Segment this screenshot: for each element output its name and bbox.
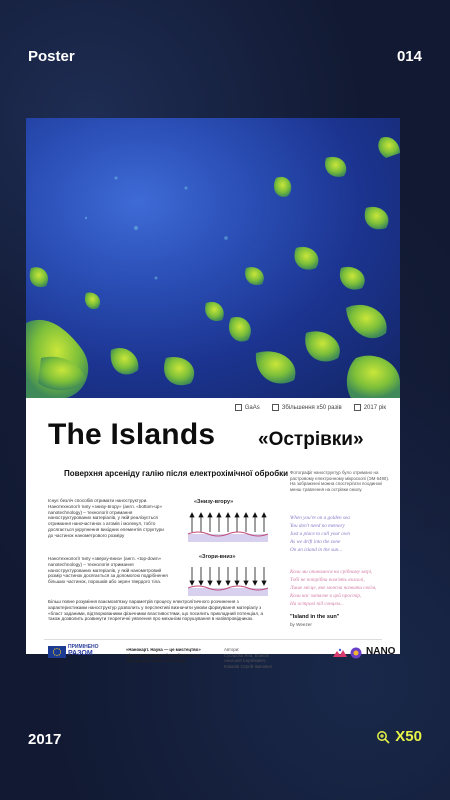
meta-magnification: Збільшення x50 разів (272, 404, 342, 411)
brand-logo: NANO (366, 646, 396, 657)
meta-year: 2017 рік (354, 404, 386, 411)
diagram-top-down-label: «Згори-вниз» (199, 554, 236, 560)
subtitle: Поверхня арсеніду галію після електрохімічної обробки (64, 469, 289, 478)
calendar-icon (354, 404, 361, 411)
project-text: «Нанокарт. Наука — це мистецтво» Підтримує Європейський Союз за програмою House of Europe (126, 647, 201, 663)
eu-flag-icon (48, 646, 66, 658)
partner-badge-icon (350, 647, 362, 659)
authors-block: Автори: Сусарова Яна, Бойков Анатолій Сергійович, Ковалів Сергій Іванович (224, 647, 272, 669)
side-note: Фотографії наноструктур було отримано на растровому електронному мікроскопі (ЭМ 6490). На зображенні можна спостерігати поодинокі менш травлення на острівки смолу. (290, 470, 390, 492)
footer-divider (44, 639, 382, 640)
poem-ukrainian: Коли ми опинимося на срібному морі, Тобі не потрібна пам'ять взагалі, Лише місце, яке можна назвати своїм, Коли нас затягне в цей простір, На острові під сонцем... (290, 569, 377, 607)
meta-material: GaAs (235, 404, 260, 411)
zoom-in-icon (376, 730, 390, 744)
top-down-diagram (186, 564, 270, 600)
diagram-bottom-up-label: «Знизу-вгору» (194, 499, 234, 505)
poster-number: 014 (396, 48, 422, 65)
poem-title: "Island in the sun" (290, 614, 340, 620)
poster-year: 2017 (28, 731, 62, 748)
magnify-icon (272, 404, 279, 411)
paragraph-top-down: Нанотехнології типу «зверху-вниз» (англ. «top-down» nanotechnology) – технологія отримання наноструктурованих матеріалів, у якій нанометровий розмір частинок досягається за допомогою подрібнення більших частинок, порошків або зерен твердого тіла. (48, 556, 168, 585)
zoom-indicator[interactable] (376, 728, 422, 745)
bottom-up-diagram (186, 510, 270, 546)
meta-row (235, 404, 386, 411)
material-icon (235, 404, 242, 411)
paragraph-summary: Більш повне розуміння взаємозв'язку параметрів процесу електролітичного розчинення з характеристиками наноструктур дозволить у перспективі визначити умови формування матеріалу з «бласт заданими, відтворюваними фізичними властивостями, що посилить прикладний потенціал, а також дозволить розвинути теоретичні уявлення про механізм порушування в напівпровідниках. (48, 599, 264, 622)
partner-logo-icon (332, 648, 348, 658)
paragraph-bottom-up: Існує безліч способів отримати наноструктури. Нанотехнології типу «знизу-вгору» (англ. «bottom-up» nanotechnology) – технології отримання наноструктурованих матеріалів, у якій реалізується отримання наночастинок з атомів і молекул, тобто досягається укрупнення вихідних елементів структури до частинок нанометрового розміру (48, 498, 164, 538)
title-english: The Islands (48, 418, 216, 451)
zoom-label: X50 (395, 728, 422, 745)
title-ukrainian: «Острівки» (258, 429, 364, 450)
poster-label: Poster (28, 48, 75, 65)
poem-author: by Weezer (290, 622, 312, 627)
poem-english: When you're on a golden sea You don't need no memory Just a place to call your own As we drift into the zone On an island in the sun... (290, 515, 350, 553)
poster-card[interactable] (26, 118, 400, 669)
sponsor-logo: ПРИМІНЕНО РАЗОМ (68, 644, 99, 657)
micrograph-photo (26, 118, 400, 398)
island-texture-graphic (26, 118, 400, 398)
